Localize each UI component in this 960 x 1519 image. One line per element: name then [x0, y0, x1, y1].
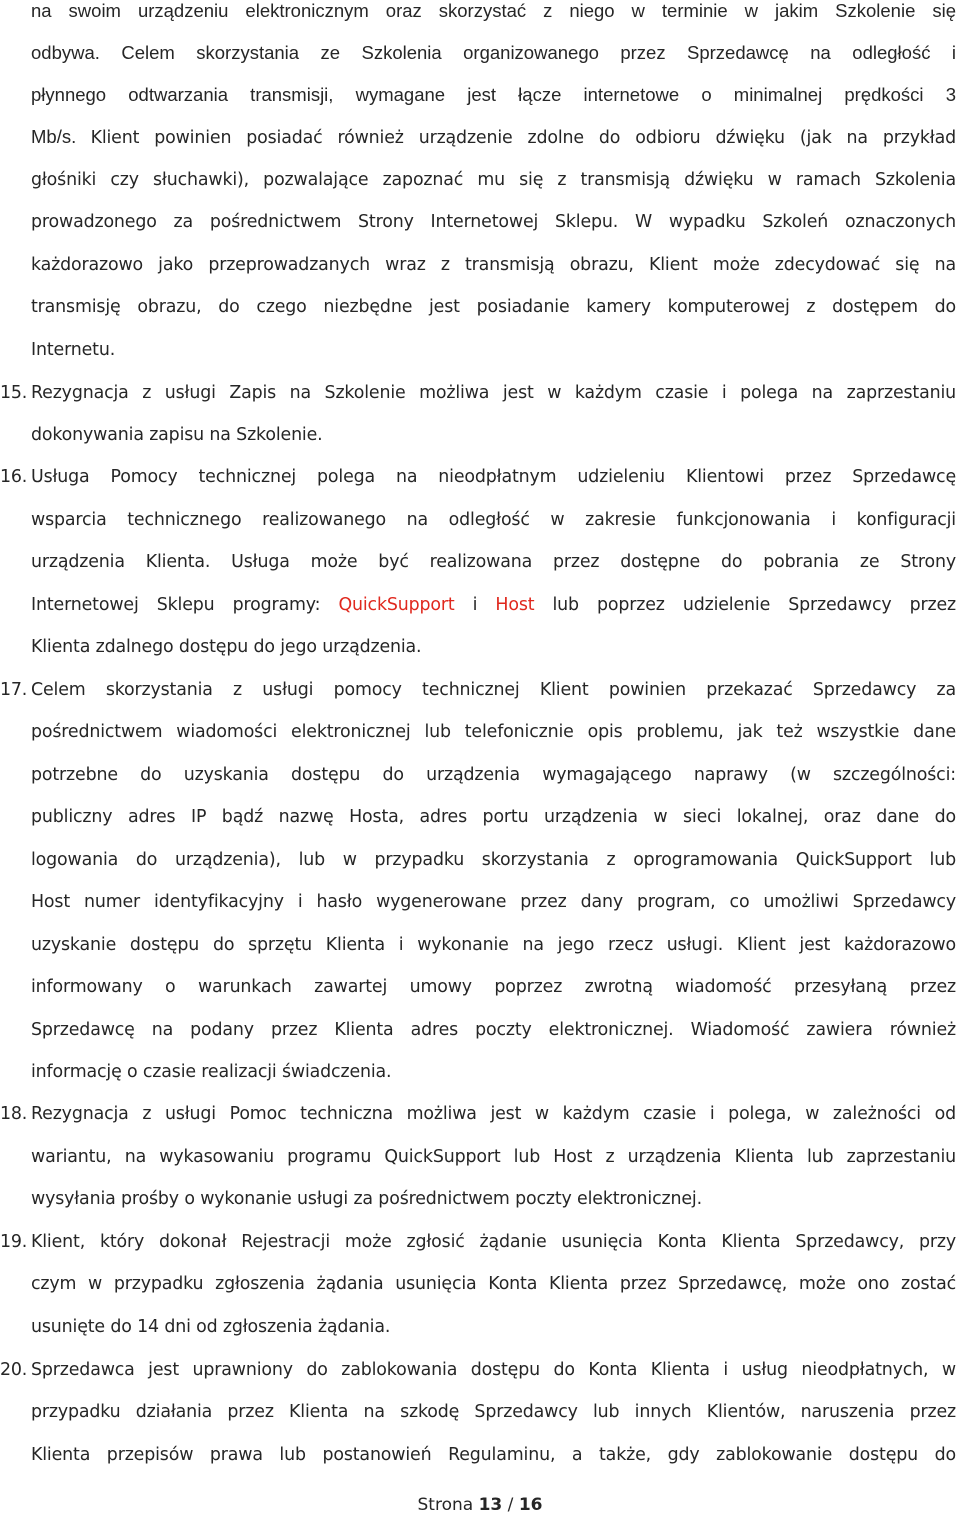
- item-17-line-5: logowania do urządzenia), lub w przypadku skorzystania z oprogramowania QuickSupport lub: [31, 850, 956, 870]
- item-17-line-9: Sprzedawcę na podany przez Klienta adres poczty elektronicznej. Wiadomość zawiera również: [31, 1020, 956, 1040]
- intro-line-5: głośniki czy słuchawki), pozwalające zapoznać mu się z transmisją dźwięku w ramach Szkolenia: [31, 170, 956, 190]
- page-label: Strona: [417, 1495, 474, 1515]
- item-15-number: 15.: [0, 383, 28, 403]
- page-footer: [0, 1493, 960, 1517]
- item-16-line-1: Usługa Pomocy technicznej polega na nieodpłatnym udzieleniu Klientowi przez Sprzedawcę: [31, 467, 956, 487]
- intro-line-2: odbywa. Celem skorzystania ze Szkolenia organizowanego przez Sprzedawcę na odległość i: [31, 42, 956, 63]
- item-18-line-1: Rezygnacja z usługi Pomoc techniczna możliwa jest w każdym czasie i polega, w zależności od: [31, 1104, 956, 1124]
- host-link[interactable]: Host: [495, 595, 535, 615]
- item-17-line-4: publiczny adres IP bądź nazwę Hosta, adres portu urządzenia w sieci lokalnej, oraz dane do: [31, 807, 956, 827]
- item-18-number: 18.: [0, 1104, 28, 1124]
- page-current: 13: [478, 1495, 503, 1515]
- intro-line-4: [31, 122, 956, 152]
- intro-line-7: każdorazowo jako przeprowadzanych wraz z transmisją obrazu, Klient może zdecydować się na: [31, 255, 956, 275]
- item-20-line-2: przypadku działania przez Klienta na szkodę Sprzedawcy lub innych Klientów, naruszenia przez: [31, 1402, 956, 1422]
- item-20-line-1: Sprzedawca jest uprawniony do zablokowania dostępu do Konta Klienta i usług nieodpłatnych, w: [31, 1360, 956, 1380]
- item-16-line-5: Klienta zdalnego dostępu do jego urządzenia.: [31, 637, 422, 657]
- item-17-line-1: Celem skorzystania z usługi pomocy technicznej Klient powinien przekazać Sprzedawcy za: [31, 680, 956, 700]
- page-separator: /: [507, 1495, 514, 1515]
- intro-line-9: Internetu.: [31, 340, 116, 360]
- intro-line-8: transmisję obrazu, do czego niezbędne jest posiadanie kamery komputerowej z dostępem do: [31, 297, 956, 317]
- item-20-line-3: Klienta przepisów prawa lub postanowień Regulaminu, a także, gdy zablokowanie dostępu do: [31, 1445, 956, 1465]
- item-16-line-4: [31, 590, 956, 620]
- item-16-line-2: wsparcia technicznego realizowanego na odległość w zakresie funkcjonowania i konfiguracji: [31, 510, 956, 530]
- item-16-line-4-start: Internetowej Sklepu programy:: [31, 595, 321, 615]
- item-16-number: 16.: [0, 467, 28, 487]
- item-15-line-2: dokonywania zapisu na Szkolenie.: [31, 425, 323, 445]
- item-19-line-3: usunięte do 14 dni od zgłoszenia żądania.: [31, 1317, 391, 1337]
- item-20-number: 20.: [0, 1360, 28, 1380]
- intro-line-6: prowadzonego za pośrednictwem Strony Internetowej Sklepu. W wypadku Szkoleń oznaczonych: [31, 212, 956, 232]
- item-16-line-4-end: lub poprzez udzielenie Sprzedawcy przez: [552, 595, 956, 615]
- page-total: 16: [518, 1495, 543, 1515]
- item-17-line-6: Host numer identyfikacyjny i hasło wygenerowane przez dany program, co umożliwi Sprzedawcy: [31, 892, 956, 912]
- item-17-line-8: informowany o warunkach zawartej umowy poprzez zwrotną wiadomość przesyłaną przez: [31, 977, 956, 997]
- item-19-line-2: czym w przypadku zgłoszenia żądania usunięcia Konta Klienta przez Sprzedawcę, może ono zostać: [31, 1274, 956, 1294]
- item-17-line-2: pośrednictwem wiadomości elektronicznej lub telefonicznie opis problemu, jak też wszystkie dane: [31, 722, 956, 742]
- intro-line-3: płynnego odtwarzania transmisji, wymagane jest łącze internetowe o minimalnej prędkości 3: [31, 84, 956, 105]
- item-17-line-3: potrzebne do uzyskania dostępu do urządzenia wymagającego naprawy (w szczególności:: [31, 765, 956, 785]
- item-17-line-7: uzyskanie dostępu do sprzętu Klienta i wykonanie na jego rzecz usługi. Klient jest każdorazowo: [31, 935, 956, 955]
- item-19-number: 19.: [0, 1232, 28, 1252]
- intro-line-1: na swoim urządzeniu elektronicznym oraz skorzystać z niego w terminie w jakim Szkolenie się: [31, 0, 956, 21]
- intro-line-4-arial: Mb/s.: [31, 126, 77, 147]
- item-16-line-3: urządzenia Klienta. Usługa może być realizowana przez dostępne do pobrania ze Strony: [31, 552, 956, 572]
- quicksupport-link[interactable]: QuickSupport: [338, 595, 455, 615]
- item-19-line-1: Klient, który dokonał Rejestracji może zgłosić żądanie usunięcia Konta Klienta Sprzedawcy, przy: [31, 1232, 956, 1252]
- item-16-line-4-and: i: [472, 595, 478, 615]
- item-15-line-1: Rezygnacja z usługi Zapis na Szkolenie możliwa jest w każdym czasie i polega na zaprzestaniu: [31, 383, 956, 403]
- item-17-line-10: informację o czasie realizacji świadczenia.: [31, 1062, 392, 1082]
- item-18-line-2: wariantu, na wykasowaniu programu QuickSupport lub Host z urządzenia Klienta lub zaprzestaniu: [31, 1147, 956, 1167]
- item-17-number: 17.: [0, 680, 28, 700]
- intro-line-4-calibri: Klient powinien posiadać również urządzenie zdolne do odbioru dźwięku (jak na przykład: [90, 128, 956, 148]
- item-18-line-3: wysyłania prośby o wykonanie usługi za pośrednictwem poczty elektronicznej.: [31, 1189, 702, 1209]
